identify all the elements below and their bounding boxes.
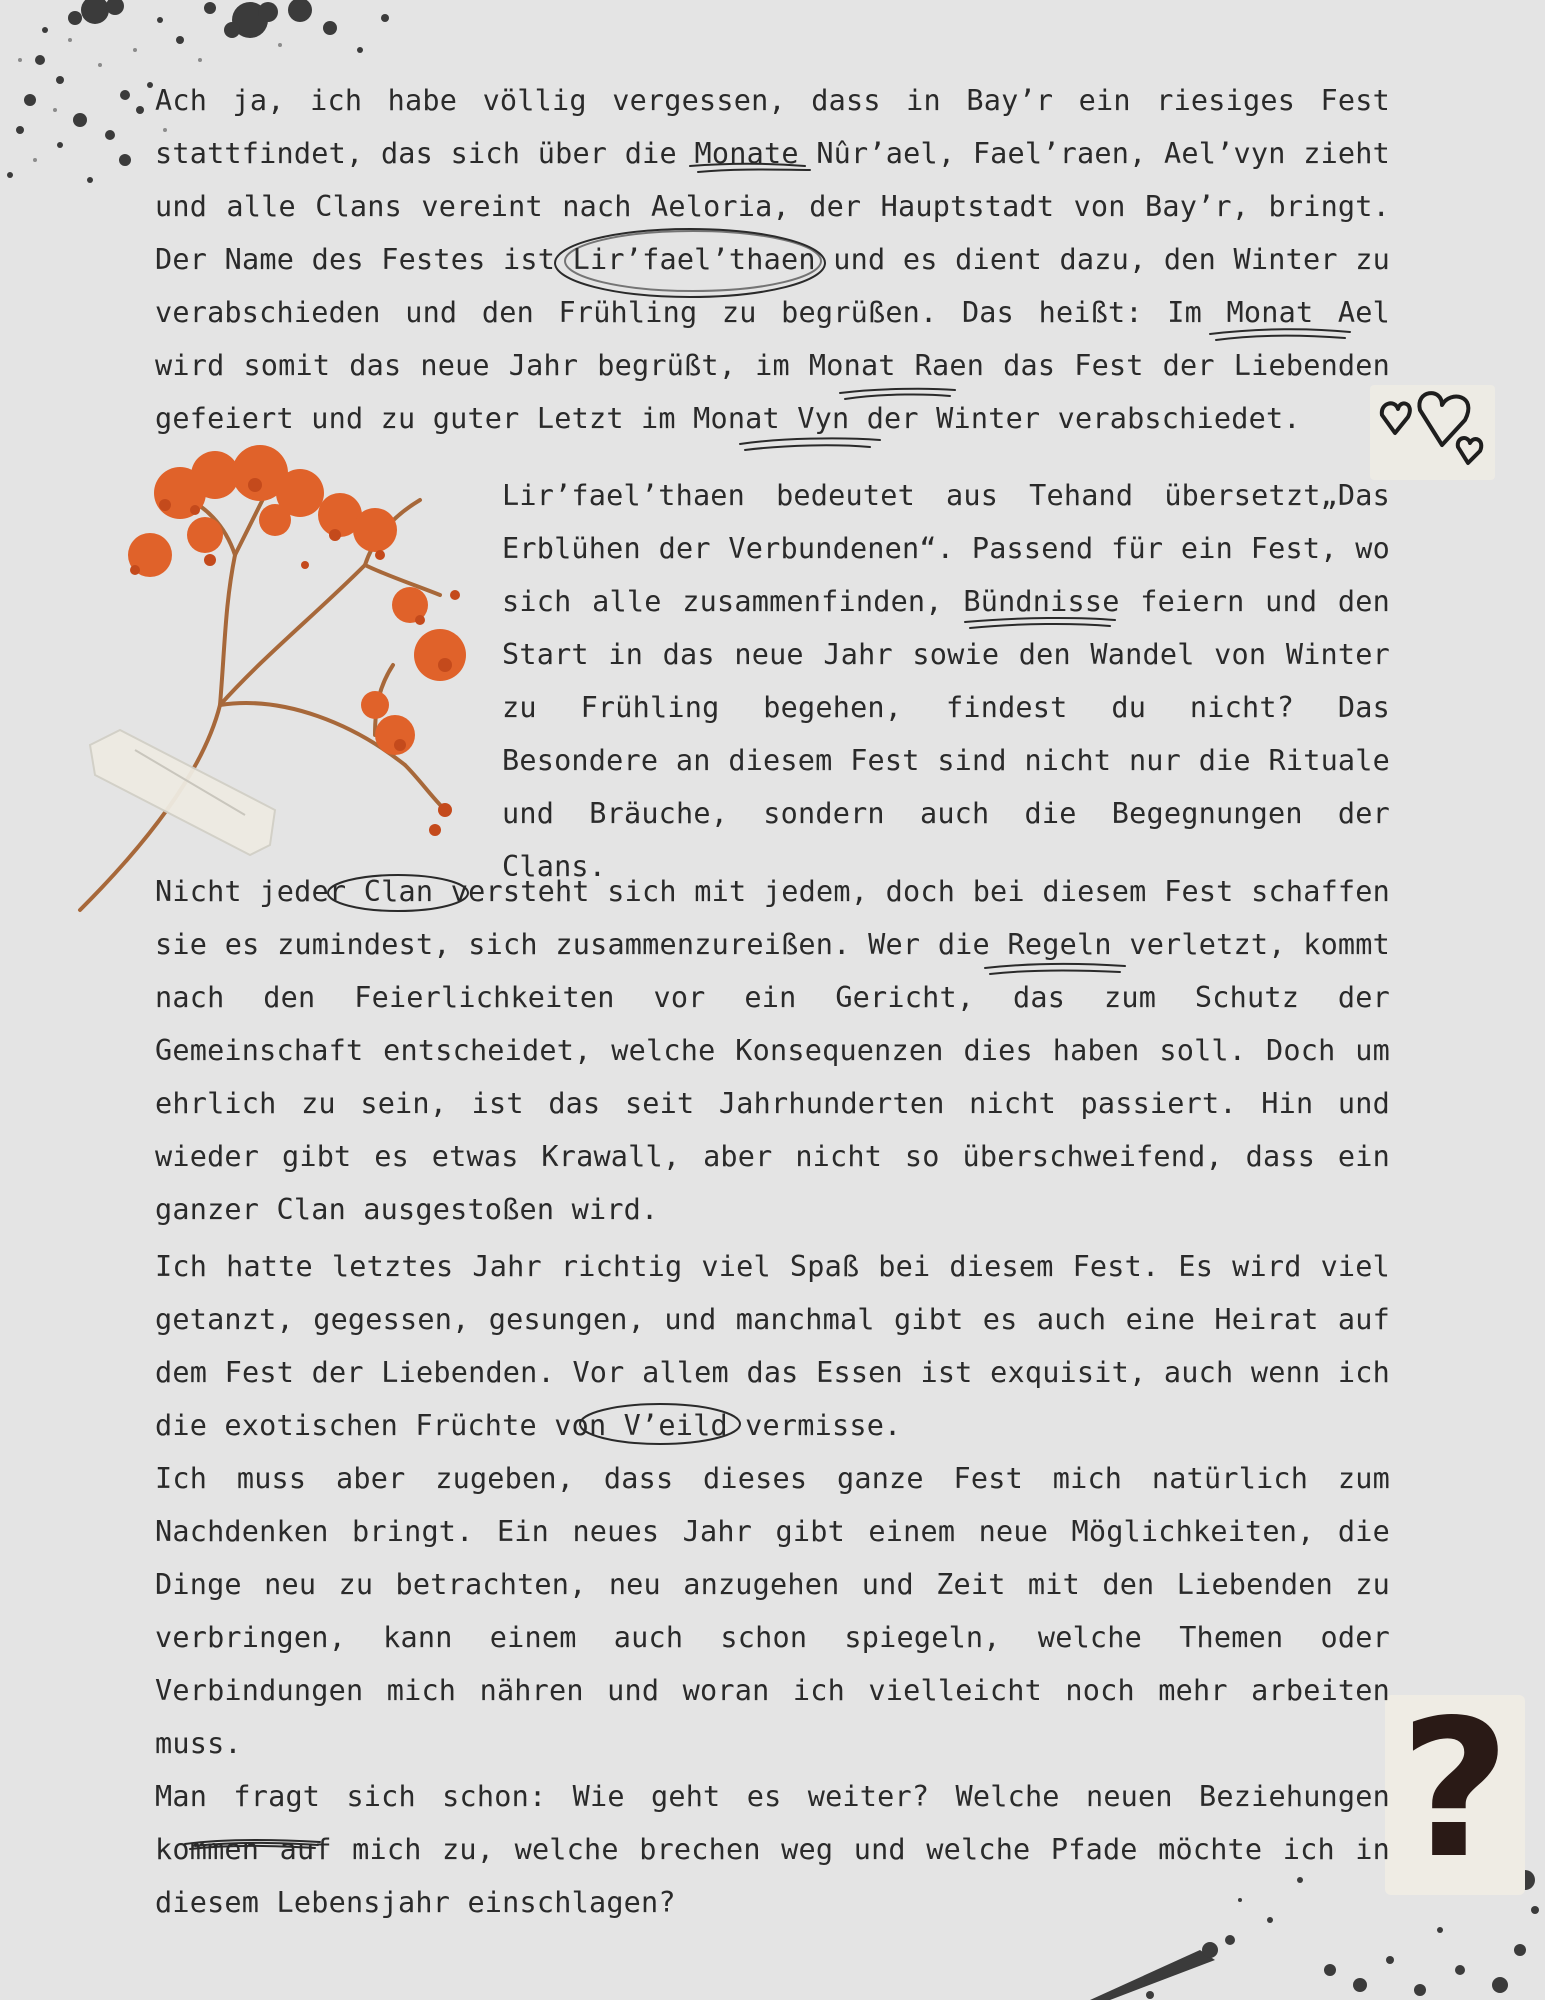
question-mark: ? — [1399, 1679, 1511, 1900]
tape-icon — [90, 730, 275, 855]
paragraph-6: Man fragt sich schon: Wie geht es weiter? Welche neuen Beziehungen kommen auf mich zu, welche brechen weg und welche Pfade möchte ich in diesem Lebensjahr einschlagen? — [155, 1780, 1390, 1919]
paragraph-5: Ich muss aber zugeben, dass dieses ganze Fest mich natürlich zum Nachdenken bringt. Ein neues Jahr gibt einem neue Möglichkeiten, die Dinge neu zu betrachten, neu anzugehen und Zeit mit den Liebenden zu verbringen, kann einem auch schon spiegeln, welche Themen oder Verbindungen mich nähren und woran ich vielleicht noch mehr arbeiten muss. — [155, 1462, 1390, 1760]
paragraph-1: Ach ja, ich habe völlig vergessen, dass in Bay’r ein riesiges Fest stattfindet, das sich über die Monate Nûr’ael, Fael’raen, Ael’vyn zieht und alle Clans vereint nach Aeloria, der Hauptstadt von Bay’r, bringt. Der Name des Festes ist Lir’fael’thaen und es dient dazu, den Winter zu verabschieden und den Frühling zu begrüßen. Das heißt: Im Monat Ael wird somit das neue Jahr begrüßt, im Monat Raen das Fest der Liebenden gefeiert und zu guter Letzt im Monat Vyn der Winter verabschiedet. — [155, 84, 1390, 435]
paragraph-3: Nicht jeder Clan versteht sich mit jedem, doch bei diesem Fest schaffen sie es zumindest, sich zusammenzureißen. Wer die Regeln verletzt, kommt nach den Feierlichkeiten vor ein Gericht, das zum Schutz der Gemeinschaft entscheidet, welche Konsequenzen dies haben soll. Doch um ehrlich zu sein, ist das seit Jahrhunderten nicht passiert. Hin und wieder gibt es etwas Krawall, aber nicht so überschweifend, dass ein ganzer Clan ausgestoßen wird. — [155, 875, 1390, 1226]
paragraph-4: Ich hatte letztes Jahr richtig viel Spaß bei diesem Fest. Es wird viel getanzt, gegessen, gesungen, und manchmal gibt es auch eine Heirat auf dem Fest der Liebenden. Vor allem das Essen ist exquisit, auch wenn ich die exotischen Früchte von V’eild vermisse. — [155, 1250, 1390, 1442]
dried-flower-icon — [75, 445, 495, 915]
paragraph-2: Lir’fael’thaen bedeutet aus Tehand übersetzt„Das Erblühen der Verbundenen“. Passend für ein Fest, wo sich alle zusammenfinden, Bündnisse feiern und den Start in das neue Jahr sowie den Wandel von Winter zu Frühling begehen, findest du nicht? Das Besondere an diesem Fest sind nicht nur die Rituale und Bräuche, sondern auch die Begegnungen der Clans. — [502, 479, 1390, 883]
